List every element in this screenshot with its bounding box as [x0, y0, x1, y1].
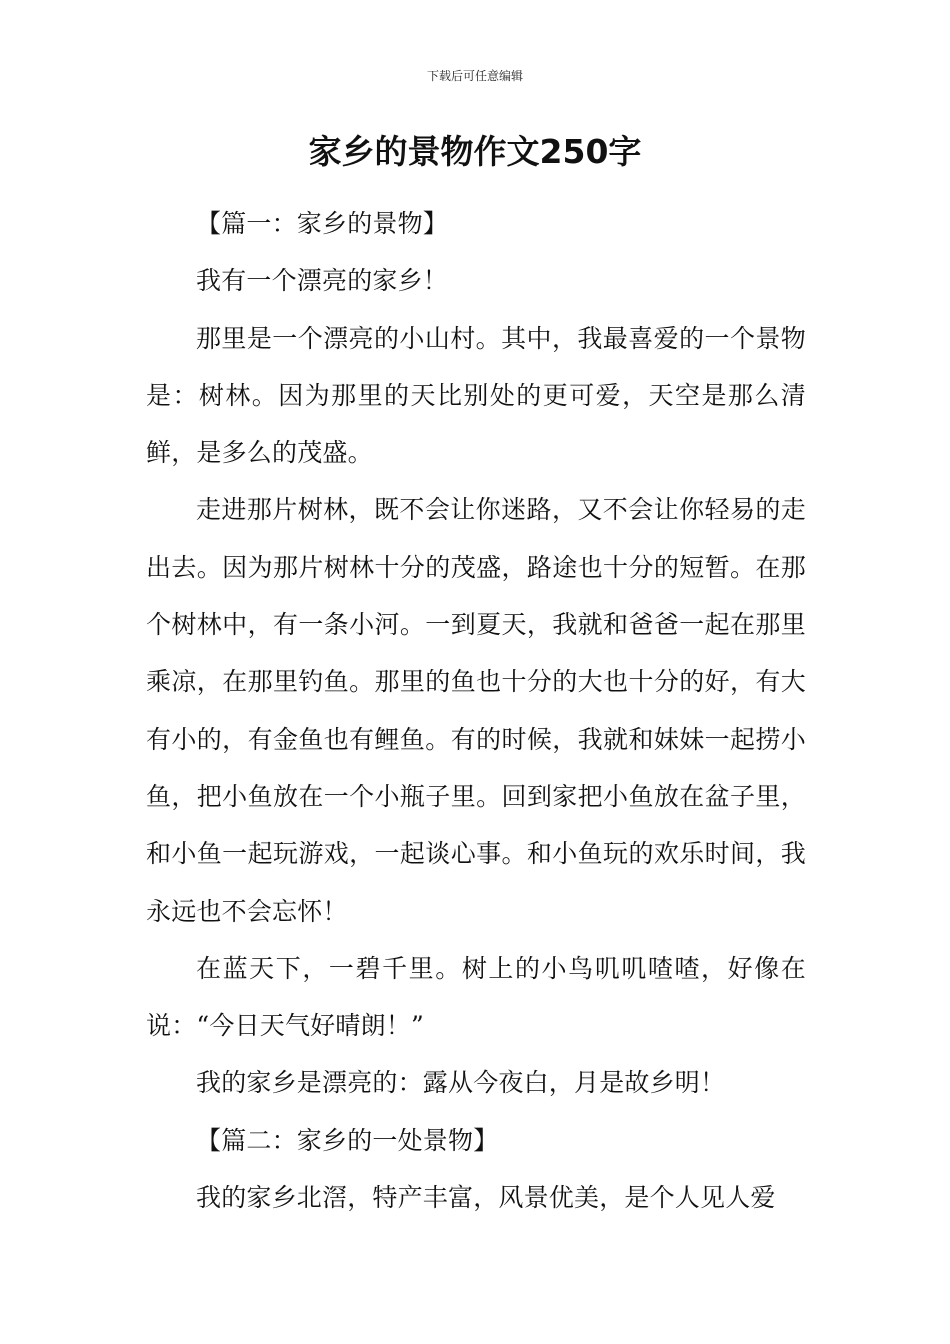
paragraph: 那里是一个漂亮的小山村。其中，我最喜爱的一个景物是：树林。因为那里的天比别处的更可爱，天空是那么清鲜，是多么的茂盛。 [146, 323, 806, 468]
paragraph: 我的家乡北滘，特产丰富，风景优美，是个人见人爱 [196, 1183, 776, 1213]
header-note: 下载后可任意编辑 [426, 69, 523, 83]
paragraph: 在蓝天下，一碧千里。树上的小鸟叽叽喳喳，好像在说：“今日天气好晴朗！” [146, 953, 806, 1041]
document-body [146, 195, 806, 1226]
document-title: 家乡的景物作文250字 [308, 132, 642, 171]
paragraph: 我有一个漂亮的家乡！ [196, 266, 449, 296]
paragraph: 我的家乡是漂亮的：露从今夜白，月是故乡明！ [196, 1068, 726, 1098]
paragraph: 走进那片树林，既不会让你迷路，又不会让你轻易的走出去。因为那片树林十分的茂盛，路途也十分的短暂。在那个树林中，有一条小河。一到夏天，我就和爸爸一起在那里乘凉，在那里钓鱼。那里的鱼也十分的大也十分的好，有大有小的，有金鱼也有鲤鱼。有的时候，我就和妹妹一起捞小鱼，把小鱼放在一个小瓶子里。回到家把小鱼放在盆子里，和小鱼一起玩游戏，一起谈心事。和小鱼玩的欢乐时间，我永远也不会忘怀！ [146, 495, 806, 926]
section-heading-2: 【篇二：家乡的一处景物】 [196, 1125, 499, 1155]
section-heading-1: 【篇一：家乡的景物】 [196, 209, 449, 238]
